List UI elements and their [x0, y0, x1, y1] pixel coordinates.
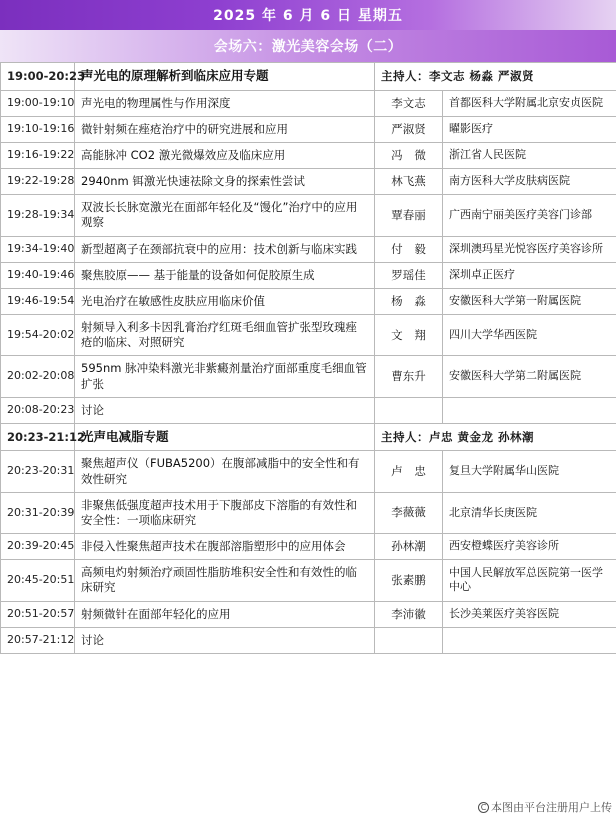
row-title: 光电治疗在敏感性皮肤应用临床价值 [75, 288, 375, 314]
row-speaker: 卢 忠 [375, 451, 443, 492]
row-speaker: 杨 淼 [375, 288, 443, 314]
row-speaker: 孙林潮 [375, 534, 443, 560]
watermark [478, 799, 612, 815]
row-title: 2940nm 铒激光快速祛除文身的探索性尝试 [75, 169, 375, 195]
agenda-table [0, 62, 616, 654]
row-org: 复旦大学附属华山医院 [443, 451, 616, 492]
row-title: 非聚焦低强度超声技术用于下腹部皮下溶脂的有效性和安全性：一项临床研究 [75, 492, 375, 533]
section-time: 20:23-21:12 [1, 423, 75, 451]
row-title: 非侵入性聚焦超声技术在腹部溶脂塑形中的应用体会 [75, 534, 375, 560]
row-speaker: 李沛徽 [375, 601, 443, 627]
row-org: 浙江省人民医院 [443, 142, 616, 168]
row-title: 双波长长脉宽激光在面部年轻化及“馒化”治疗中的应用观察 [75, 195, 375, 236]
row-title: 新型超离子在颈部抗衰中的应用：技术创新与临床实践 [75, 236, 375, 262]
table-row-discussion [1, 627, 616, 653]
row-speaker: 文 翔 [375, 315, 443, 356]
section-header-row [1, 63, 616, 91]
section-chair: 主持人：李文志 杨淼 严淑贤 [375, 63, 616, 91]
table-row [1, 288, 616, 314]
row-org [443, 627, 616, 653]
table-row [1, 451, 616, 492]
row-time: 20:02-20:08 [1, 356, 75, 397]
row-title: 聚焦胶原—— 基于能量的设备如何促胶原生成 [75, 262, 375, 288]
row-org: 深圳卓正医疗 [443, 262, 616, 288]
row-time: 20:45-20:51 [1, 560, 75, 601]
row-title: 聚焦超声仪（FUBA5200）在腹部减脂中的安全性和有效性研究 [75, 451, 375, 492]
row-speaker: 李文志 [375, 90, 443, 116]
venue-banner [0, 30, 616, 62]
row-org: 安徽医科大学第二附属医院 [443, 356, 616, 397]
row-org: 安徽医科大学第一附属医院 [443, 288, 616, 314]
row-title: 讨论 [75, 627, 375, 653]
row-org: 中国人民解放军总医院第一医学中心 [443, 560, 616, 601]
table-row [1, 195, 616, 236]
table-row [1, 90, 616, 116]
row-title: 595nm 脉冲染料激光非紫癜剂量治疗面部重度毛细血管扩张 [75, 356, 375, 397]
row-org: 深圳澳玛星光悦容医疗美容诊所 [443, 236, 616, 262]
row-time: 19:54-20:02 [1, 315, 75, 356]
row-title: 射频微针在面部年轻化的应用 [75, 601, 375, 627]
row-speaker: 严淑贤 [375, 116, 443, 142]
row-time: 19:28-19:34 [1, 195, 75, 236]
table-row [1, 142, 616, 168]
copyright-icon: C [478, 802, 489, 813]
table-row [1, 534, 616, 560]
table-row [1, 315, 616, 356]
table-row [1, 262, 616, 288]
row-speaker [375, 397, 443, 423]
row-org: 北京清华长庚医院 [443, 492, 616, 533]
table-row [1, 560, 616, 601]
row-org: 南方医科大学皮肤病医院 [443, 169, 616, 195]
row-speaker: 罗瑶佳 [375, 262, 443, 288]
row-title: 微针射频在痤疮治疗中的研究进展和应用 [75, 116, 375, 142]
row-org: 广西南宁丽美医疗美容门诊部 [443, 195, 616, 236]
date-banner [0, 0, 616, 30]
watermark-text: 本图由平台注册用户上传 [491, 801, 612, 814]
row-org: 曜影医疗 [443, 116, 616, 142]
table-row-discussion [1, 397, 616, 423]
row-time: 19:16-19:22 [1, 142, 75, 168]
row-title: 讨论 [75, 397, 375, 423]
row-speaker: 李薇薇 [375, 492, 443, 533]
row-title: 声光电的物理属性与作用深度 [75, 90, 375, 116]
row-time: 20:23-20:31 [1, 451, 75, 492]
section-header-row [1, 423, 616, 451]
row-speaker [375, 627, 443, 653]
row-org: 四川大学华西医院 [443, 315, 616, 356]
row-time: 20:39-20:45 [1, 534, 75, 560]
row-speaker: 张素鹏 [375, 560, 443, 601]
row-speaker: 冯 微 [375, 142, 443, 168]
row-org: 长沙美莱医疗美容医院 [443, 601, 616, 627]
row-org: 首都医科大学附属北京安贞医院 [443, 90, 616, 116]
table-row [1, 169, 616, 195]
table-row [1, 356, 616, 397]
row-time: 19:34-19:40 [1, 236, 75, 262]
section-title: 光声电减脂专题 [75, 423, 375, 451]
row-org: 西安橙蝶医疗美容诊所 [443, 534, 616, 560]
row-time: 19:10-19:16 [1, 116, 75, 142]
table-row [1, 601, 616, 627]
row-time: 20:08-20:23 [1, 397, 75, 423]
row-time: 20:31-20:39 [1, 492, 75, 533]
row-time: 20:57-21:12 [1, 627, 75, 653]
venue-title: 会场六：激光美容会场（二） [213, 39, 403, 55]
date-text: 2025 年 6 月 6 日 星期五 [213, 8, 403, 24]
row-speaker: 付 毅 [375, 236, 443, 262]
row-time: 20:51-20:57 [1, 601, 75, 627]
table-row [1, 116, 616, 142]
row-speaker: 曹东升 [375, 356, 443, 397]
row-time: 19:40-19:46 [1, 262, 75, 288]
row-title: 高频电灼射频治疗顽固性脂肪堆积安全性和有效性的临床研究 [75, 560, 375, 601]
table-row [1, 236, 616, 262]
section-chair: 主持人：卢忠 黄金龙 孙林潮 [375, 423, 616, 451]
row-title: 高能脉冲 CO2 激光微爆效应及临床应用 [75, 142, 375, 168]
row-title: 射频导入利多卡因乳膏治疗红斑毛细血管扩张型玫瑰痤疮的临床、对照研究 [75, 315, 375, 356]
row-speaker: 覃春丽 [375, 195, 443, 236]
section-title: 声光电的原理解析到临床应用专题 [75, 63, 375, 91]
section-time: 19:00-20:23 [1, 63, 75, 91]
row-time: 19:22-19:28 [1, 169, 75, 195]
table-row [1, 492, 616, 533]
row-time: 19:00-19:10 [1, 90, 75, 116]
row-org [443, 397, 616, 423]
row-speaker: 林飞燕 [375, 169, 443, 195]
row-time: 19:46-19:54 [1, 288, 75, 314]
